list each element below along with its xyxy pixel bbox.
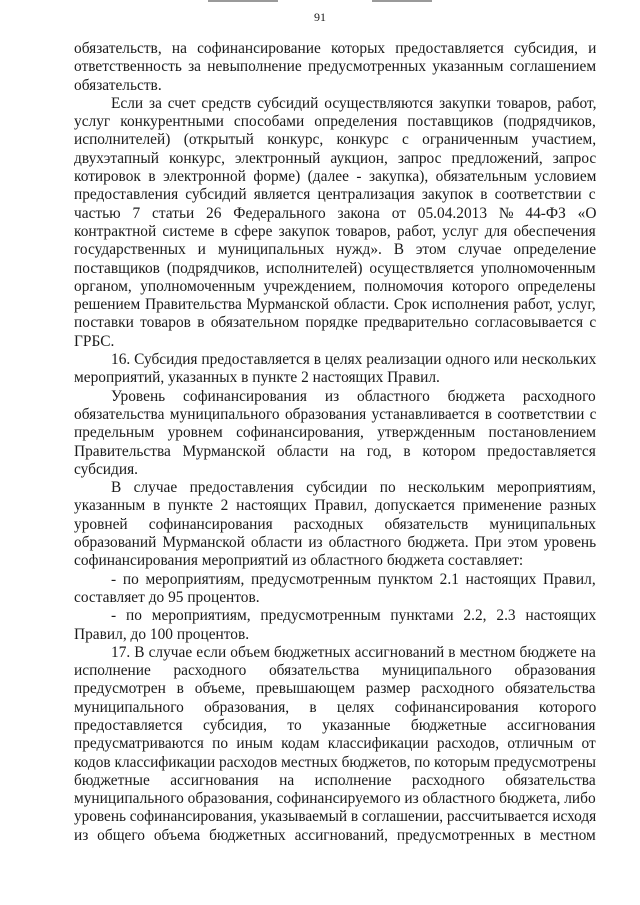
text-line: предоставления субсидий является централизация закупок в соответствии с	[74, 186, 596, 204]
text-line: указанным в пункте 2 настоящих Правил, допускается применение разных	[74, 497, 597, 515]
text-line: исполнителей) (открытый конкурс, конкурс с ограниченным участием,	[74, 131, 597, 149]
scan-artifact-mark	[208, 0, 278, 2]
text-line: поставки товаров в обязательном порядке предварительно согласовывается с	[74, 314, 597, 332]
text-line: Правил, до 100 процентов.	[74, 625, 250, 643]
text-line: Правительства Мурманской области на год, в котором предоставляется	[74, 442, 596, 460]
body-text	[74, 40, 596, 845]
scan-artifact-mark	[372, 0, 432, 2]
text-line: муниципального образования, софинансируемого из областного бюджета, либо	[74, 790, 596, 808]
text-line: муниципального образования, в целях софинансирования которого	[74, 698, 597, 716]
text-line: - по мероприятиям, предусмотренным пунктом 2.1 настоящих Правил,	[111, 570, 596, 588]
text-line: Уровень софинансирования из областного бюджета расходного	[111, 387, 596, 405]
text-line: предельным уровнем софинансирования, утвержденным постановлением	[74, 424, 596, 442]
text-line: кодов классификации расходов местных бюджетов, по которым предусмотрены	[74, 753, 596, 771]
text-line: обязательств.	[74, 76, 162, 94]
text-line: предусмотрен в объеме, превышающем размер расходного обязательства	[74, 680, 596, 698]
text-line: ГРБС.	[74, 332, 115, 350]
text-line: субсидия.	[74, 460, 139, 478]
text-line: Если за счет средств субсидий осуществляются закупки товаров, работ,	[111, 94, 597, 112]
text-line: государственных и муниципальных нужд». В этом случае определение	[74, 241, 597, 259]
text-line: бюджетные ассигнования на исполнение расходного обязательства	[74, 771, 596, 789]
text-line: предоставляется субсидия, то указанные бюджетные ассигнования	[74, 716, 596, 734]
text-line: поставщиков (подрядчиков, исполнителей) осуществляется уполномоченным	[74, 259, 596, 277]
text-line: контрактной системе в сфере закупок товаров, работ, услуг для обеспечения	[74, 222, 596, 240]
text-line: частью 7 статьи 26 Федерального закона от 05.04.2013 № 44-ФЗ «О	[74, 204, 597, 222]
text-line: котировок в электронной форме) (далее - закупка), обязательным условием	[74, 168, 597, 186]
text-line: - по мероприятиям, предусмотренным пунктами 2.2, 2.3 настоящих	[111, 607, 597, 625]
text-line: ответственность за невыполнение предусмотренных указанным соглашением	[74, 58, 597, 76]
text-line: обязательства муниципального образования устанавливается в соответствии с	[74, 405, 597, 423]
text-line: В случае предоставления субсидии по нескольким мероприятиям,	[111, 479, 596, 497]
text-line: уровень софинансирования, указываемый в соглашении, рассчитывается исходя	[74, 808, 597, 826]
text-line: 16. Субсидия предоставляется в целях реализации одного или нескольких	[111, 351, 597, 369]
text-line: исполнение расходного обязательства муниципального образования	[74, 662, 596, 680]
text-line: двухэтапный конкурс, электронный аукцион, запрос предложений, запрос	[74, 149, 597, 167]
page-number: 91	[314, 10, 326, 24]
text-line: решением Правительства Мурманской области. Срок исполнения работ, услуг,	[74, 296, 596, 314]
text-line: обязательств, на софинансирование которых предоставляется субсидия, и	[74, 40, 597, 57]
text-line: из общего объема бюджетных ассигнований, предусмотренных в местном	[74, 826, 596, 844]
text-line: органом, уполномоченным учреждением, полномочия которого определены	[74, 277, 596, 295]
text-line: образований Мурманской области из областного бюджета. При этом уровень	[74, 534, 597, 552]
text-line: услуг конкурентными способами определения поставщиков (подрядчиков,	[74, 113, 596, 131]
text-line: предусматриваются по иным кодам классификации расходов, отличным от	[74, 735, 596, 753]
text-line: софинансирования мероприятий из областного бюджета составляет:	[74, 552, 524, 570]
text-line: составляет до 95 процентов.	[74, 588, 260, 606]
text-line: 17. В случае если объем бюджетных ассигнований в местном бюджете на	[111, 643, 596, 661]
text-line: уровней софинансирования расходных обязательств муниципальных	[74, 515, 596, 533]
text-line: мероприятий, указанных в пункте 2 настоящих Правил.	[74, 369, 440, 387]
